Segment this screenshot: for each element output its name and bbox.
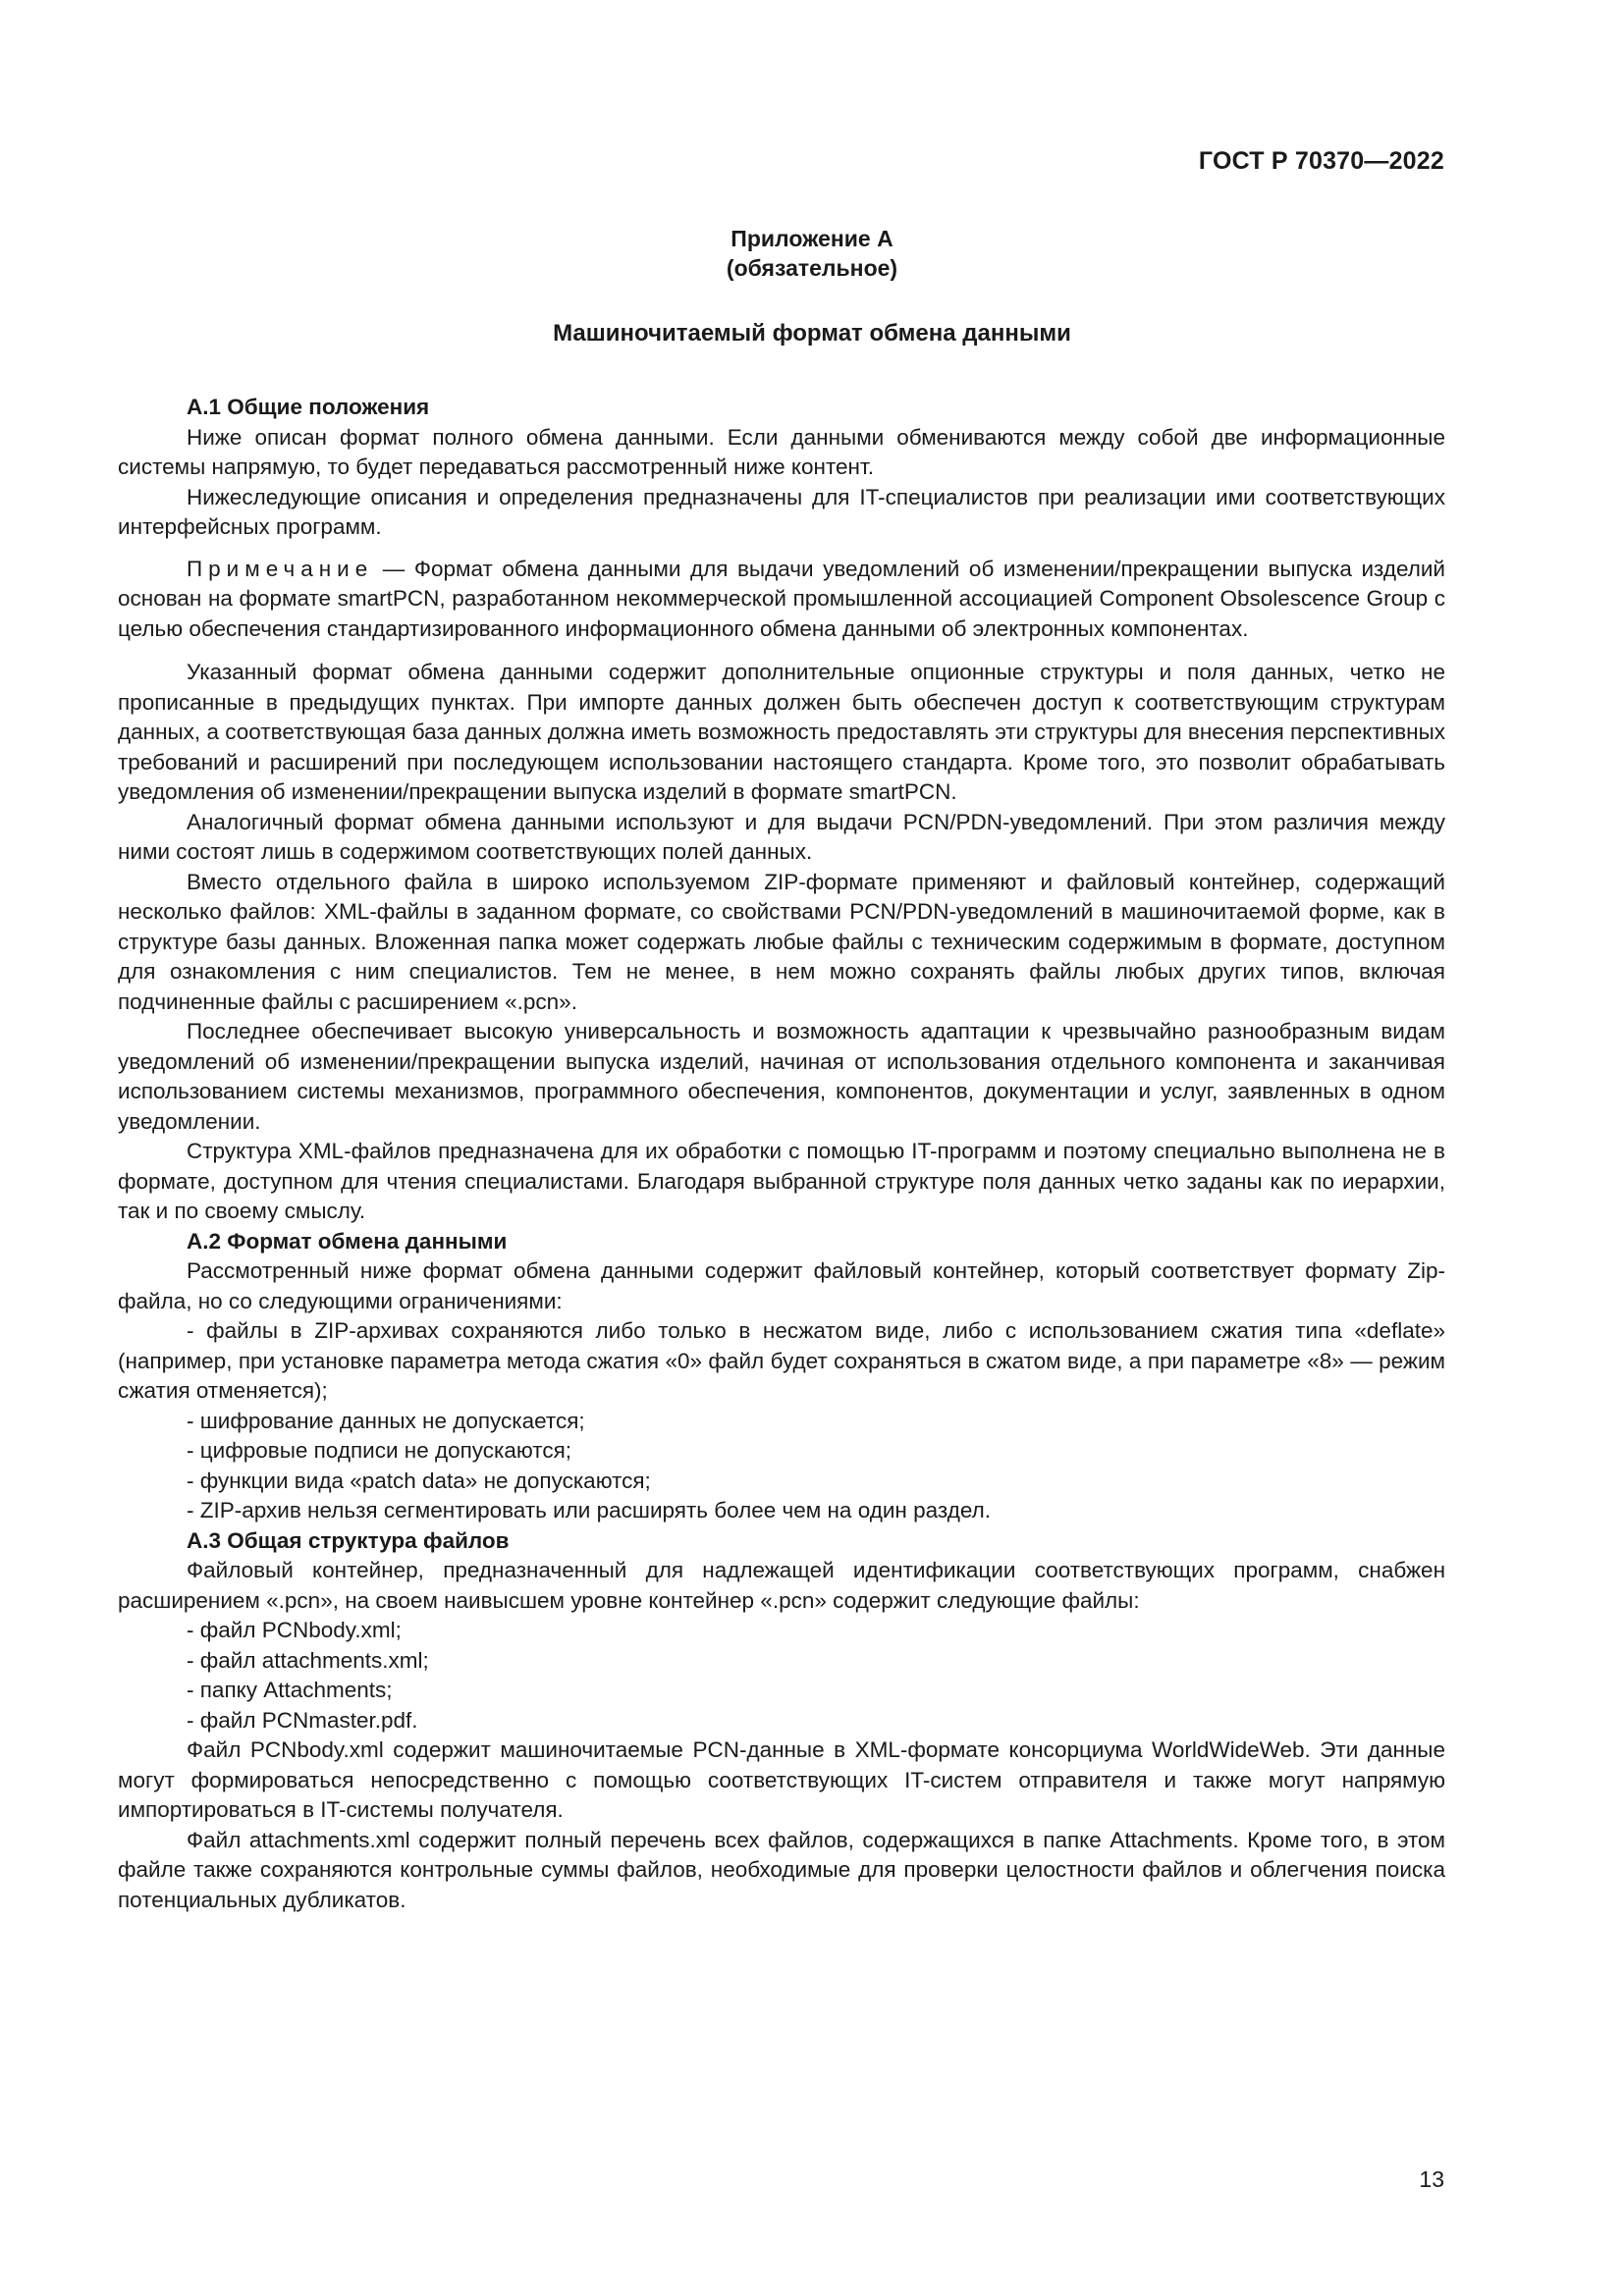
list-item: - папку Attachments; — [187, 1678, 393, 1702]
paragraph: Файл attachments.xml содержит полный перечень всех файлов, содержащихся в папке Attachments. Кроме того, в этом файле также сохраняются контрольные суммы файлов, необходимые для проверки целостности файлов и облегчения поиска потенциальных дубликатов. — [118, 1827, 1445, 1912]
paragraph: Аналогичный формат обмена данными используют и для выдачи PCN/PDN-уведомлений. При этом различия между ними состоят лишь в содержимом соответствующих полей данных. — [118, 809, 1445, 864]
paragraph: Указанный формат обмена данными содержит дополнительные опционные структуры и поля данных, четко не прописанные в предыдущих пунктах. При импорте данных должен быть обеспечен доступ к соответствующим структурам данных, а соответствующая база данных должна иметь возможность предоставлять эти структуры для внесения перспективных требований и расширений при последующем использовании настоящего стандарта. Кроме того, это позволит обрабатывать уведомления об изменении/прекращении выпуска изделий в формате smartPCN. — [118, 660, 1445, 804]
paragraph: Структура XML-файлов предназначена для их обработки с помощью IT-программ и поэтому специально выполнена не в формате, доступном для чтения специалистами. Благодаря выбранной структуре поля данных четко заданы как по иерархии, так и по своему смыслу. — [118, 1139, 1445, 1223]
list-item: - функции вида «patch data» не допускаются; — [187, 1468, 651, 1493]
section-heading-a1: А.1 Общие положения — [187, 395, 430, 419]
appendix-heading — [0, 224, 1624, 283]
section-heading-a2: А.2 Формат обмена данными — [187, 1228, 508, 1254]
note-paragraph — [118, 555, 1445, 645]
section-heading-a3: А.3 Общая структура файлов — [187, 1527, 510, 1553]
list-item: - файл attachments.xml; — [187, 1647, 429, 1673]
paragraph: Ниже описан формат полного обмена данными. Если данными обмениваются между собой две информационные системы напрямую, то будет передаваться рассмотренный ниже контент. — [118, 424, 1445, 479]
files-list — [118, 1616, 1445, 1735]
document-standard-number: ГОСТ Р 70370—2022 — [1198, 147, 1444, 175]
list-item: - ZIP-архив нельзя сегментировать или расширять более чем на один раздел. — [187, 1498, 991, 1522]
restrictions-list — [118, 1407, 1445, 1526]
document-title: Машиночитаемый формат обмена данными — [553, 320, 1071, 347]
list-item: - файл PCNbody.xml; — [187, 1618, 402, 1642]
paragraph: Файл PCNbody.xml содержит машиночитаемые PCN-данные в XML-формате консорциума WorldWideWeb. Эти данные могут формироваться непосредственно с помощью соответствующих IT-систем отправителя и также могут напрямую импортироваться в IT-системы получателя. — [118, 1737, 1445, 1822]
list-item: - файл PCNmaster.pdf. — [187, 1707, 418, 1733]
paragraph: - файлы в ZIP-архивах сохраняются либо только в несжатом виде, либо с использованием сжатия типа «deflate» (например, при установке параметра метода сжатия «0» файл будет сохраняться в сжатом виде, а при параметре «8» — режим сжатия отменяется); — [118, 1318, 1445, 1403]
note-text: — Формат обмена данными для выдачи уведомлений об изменении/прекращении выпуска изделий основан на формате smartPCN, разработанном некоммерческой промышленной ассоциацией Component Obsolescence Group с целью обеспечения стандартизированного информационного обмена данными об электронных компонентах. — [118, 556, 1445, 641]
paragraph: Рассмотренный ниже формат обмена данными содержит файловый контейнер, который соответствует формату Zip-файла, но со следующими ограничениями: — [118, 1258, 1445, 1313]
paragraph: Последнее обеспечивает высокую универсальность и возможность адаптации к чрезвычайно разнообразным видам уведомлений об изменении/прекращении выпуска изделий, начиная от использования отдельного компонента и заканчивая использованием системы механизмов, программного обеспечения, компонентов, документации и услуг, заявленных в одном уведомлении. — [118, 1019, 1445, 1134]
paragraph: Вместо отдельного файла в широко используемом ZIP-формате применяют и файловый контейнер, содержащий несколько файлов: XML-файлы в заданном формате, со свойствами PCN/PDN-уведомлений в машиночитаемой форме, как в структуре базы данных. Вложенная папка может содержать любые файлы с техническим содержимым в формате, доступном для ознакомления с ним специалистов. Тем не менее, в нем можно сохранять файлы любых других типов, включая подчиненные файлы с расширением «.pcn». — [118, 869, 1445, 1014]
paragraph: Файловый контейнер, предназначенный для надлежащей идентификации соответствующих программ, снабжен расширением «.pcn», на своем наивысшем уровне контейнер «.pcn» содержит следующие файлы: — [118, 1558, 1445, 1613]
page-number: 13 — [1419, 2166, 1444, 2192]
list-item: - цифровые подписи не допускаются; — [187, 1438, 572, 1463]
list-item: - шифрование данных не допускается; — [187, 1408, 585, 1433]
note-label: Примечание — [187, 556, 374, 581]
appendix-status: (обязательное) — [726, 255, 898, 281]
document-body — [118, 393, 1445, 1915]
appendix-title: Приложение А — [731, 226, 893, 251]
paragraph: Нижеследующие описания и определения предназначены для IT-специалистов при реализации ими соответствующих интерфейсных программ. — [118, 484, 1445, 539]
